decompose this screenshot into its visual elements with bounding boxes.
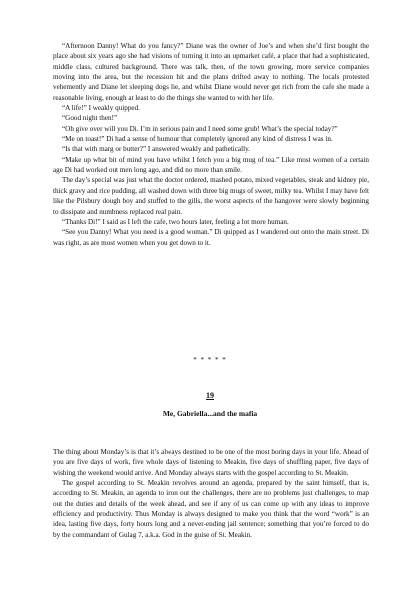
chapter-title: Me, Gabriella...and the mafia xyxy=(162,409,258,418)
paragraph: “Is that with marg or butter?” I answered weakly and pathetically. xyxy=(62,145,250,154)
chapter-number: 19 xyxy=(206,391,214,400)
paragraph: The gospel according to St. Meakin revolves around an agenda, prepared by the saint himself, that is, according to St. Meakin, an agenda to iron out the challenges, there are no problems just challenges, to map out the duties and details of the week ahead, and see if any of us can come up with any ideas to improve efficiency and productivity. Thus Monday is always designed to make you think that the word “work” is an idea, lasting five days, forty hours long and a never-ending jail sentence; something that you’re forced to do by the commandant of Gulag 7, a.k.a. God in the guise of St. Meakin. xyxy=(53,479,369,539)
paragraph: “See you Danny! What you need is a good woman.” Di quipped as I wandered out onto the main street. Di was right, as are most women when you get down to it. xyxy=(53,228,369,247)
paragraph: “Me on toast!” Di had a sense of humour that completely ignored any kind of distress I was in. xyxy=(62,135,333,144)
paragraph: “Make up what bit of mind you have whilst I fetch you a big mug of tea.” Like most women of a certain age Di had worked out men long ago, and did no more than smile. xyxy=(53,155,369,175)
top-text-block xyxy=(53,41,369,248)
paragraph: “A life!” I weakly quipped. xyxy=(62,104,140,113)
paragraph: “Thanks Di!” I said as I left the cafe, two hours later, feeling a lot more human. xyxy=(62,217,289,226)
bottom-text-block xyxy=(53,447,369,540)
paragraph: “Oh give over will you Di. I’m in serious pain and I need some grub! What’s the special today?” xyxy=(62,124,338,133)
paragraph: The thing about Monday’s is that it’s always destined to be one of the most boring days in your life. Ahead of you are five days of work, five whole days of listening to Meakin, five days of shuffling paper, five days of wishing the weekend would arrive. And Monday always starts with the gospel according to St. Meakin. xyxy=(53,448,369,477)
paragraph: “Good night then!” xyxy=(62,114,118,123)
paragraph: The day’s special was just what the doctor ordered, mashed potato, mixed vegetables, steak and kidney pie, thick gravy and rice pudding, all washed down with three big mugs of sweet, milky tea. Whilst I may have felt like the Pilsbury dough boy and stuffed to the gills, the worst aspects of the hangover were slowly beginning to dissipate and numbness replaced real pain. xyxy=(53,176,369,216)
section-separator: * * * * * xyxy=(193,356,227,364)
paragraph: “Afternoon Danny! What do you fancy?” Diane was the owner of Joe’s and when she’d first bought the place about six years ago she had visions of turning it into an upmarket café, a place that had a sophisticated, middle class, cultured background. There was talk, then, of the town growing, more service companies moving into the area, but the recession hit and the plans drifted away to nothing. The locals protested vehemently and Diane let sleeping dogs lie, and whilst Diane would never get rich from the cafe she made a reasonable living, enough at least to do the things she wanted to with her life. xyxy=(53,42,369,102)
